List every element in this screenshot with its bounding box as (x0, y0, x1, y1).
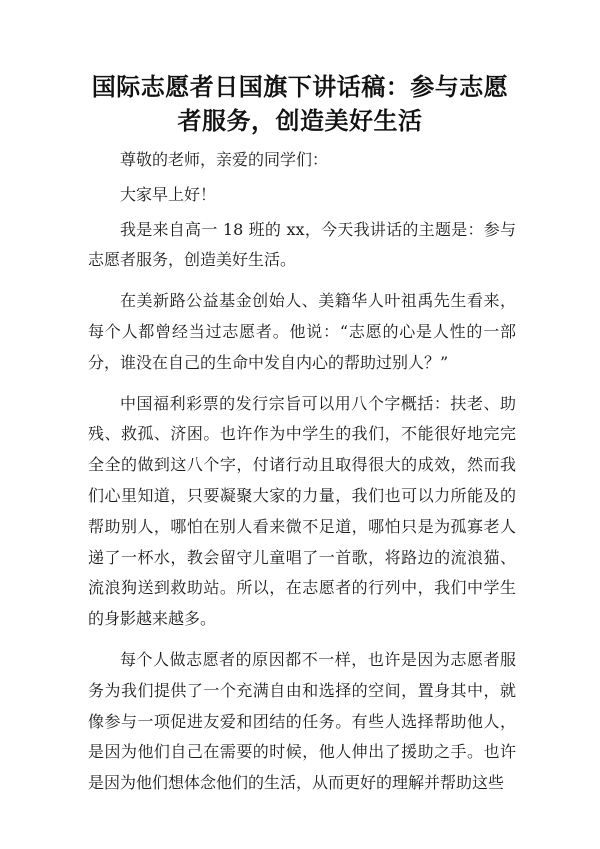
paragraph: 中国福利彩票的发行宗旨可以用八个字概括：扶老、助残、救孤、济困。也许作为中学生的我们，不能很好地完完全全的做到这八个字，付诸行动且取得很大的成效，然而我们心里知道，只要凝聚大家的力量，我们也可以力所能及的帮助别人，哪怕在别人看来微不足道，哪怕只是为孤寡老人递了一杯水，教会留守儿童唱了一首歌，将路边的流浪猫、流浪狗送到救助站。所以，在志愿者的行列中，我们中学生的身影越来越多。 (88, 393, 516, 629)
document-body (88, 145, 516, 809)
salutation: 尊敬的老师，亲爱的同学们： (120, 150, 329, 169)
greeting: 大家早上好！ (120, 184, 217, 204)
paragraph: 在美新路公益基金创始人、美籍华人叶祖禹先生看来，每个人都曾经当过志愿者。他说：“志愿的心是人性的一部分，谁没在自己的生命中发自内心的帮助过别人？” (88, 291, 516, 372)
document-title: 国际志愿者日国旗下讲话稿：参与志愿者服务，创造美好生活 (91, 72, 509, 135)
paragraph: 我是来自高一 18 班的 xx，今天我讲话的主题是：参与志愿者服务，创造美好生活。 (88, 219, 516, 270)
paragraph: 每个人做志愿者的原因都不一样，也许是因为志愿者服务为我们提供了一个充满自由和选择的空间，置身其中，就像参与一项促进友爱和团结的任务。有些人选择帮助他人，是因为他们自己在需要的时候，他人伸出了援助之手。也许是因为他们想体念他们的生活，从而更好的理解并帮助这些 (88, 649, 516, 793)
